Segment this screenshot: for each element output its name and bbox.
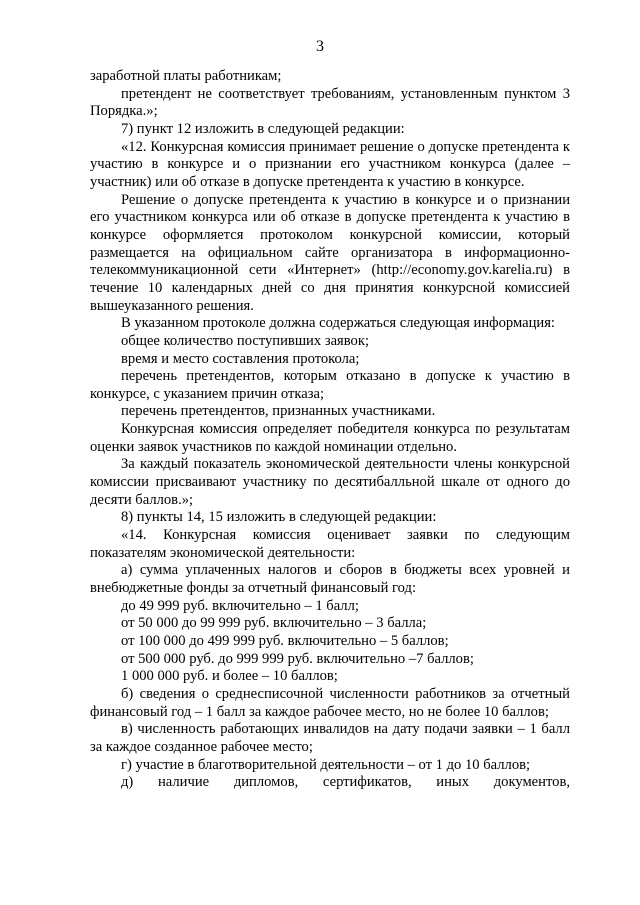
document-body [90,68,570,792]
paragraph: перечень претендентов, признанных участниками. [121,403,436,420]
paragraph: от 500 000 руб. до 999 999 руб. включительно –7 баллов; [121,650,474,667]
paragraph: Решение о допуске претендента к участию в конкурсе и о признании его участником конкурса или об отказе в допуске претендента к участию в конкурсе оформляется протоколом конкурсной комиссии, который размещается на официальном сайте организатора в информационно-телекоммуникационной сети «Интернет» (http://economy.gov.karelia.ru) в течение 10 календарных дней со дня принятия конкурсной комиссией вышеуказанного решения. [90,191,570,314]
paragraph: 7) пункт 12 изложить в следующей редакции: [121,120,405,137]
paragraph: «12. Конкурсная комиссия принимает решение о допуске претендента к участию в конкурсе и о признании его участником конкурса (далее – участник) или об отказе в допуске претендента к участию в конкурсе. [90,138,570,190]
paragraph: от 50 000 до 99 999 руб. включительно – 3 балла; [121,615,427,632]
paragraph: до 49 999 руб. включительно – 1 балл; [121,597,359,614]
paragraph: За каждый показатель экономической деятельности члены конкурсной комиссии присваивают участнику по десятибалльной шкале от одного до десяти баллов.»; [90,456,570,508]
paragraph: 1 000 000 руб. и более – 10 баллов; [121,668,338,685]
paragraph: время и место составления протокола; [121,350,360,367]
paragraph: заработной платы работникам; [90,68,282,84]
paragraph: Конкурсная комиссия определяет победителя конкурса по результатам оценки заявок участников по каждой номинации отдельно. [90,421,570,455]
paragraph: претендент не соответствует требованиям, установленным пунктом 3 Порядка.»; [90,85,570,120]
paragraph: перечень претендентов, которым отказано в допуске к участию в конкурсе, с указанием причин отказа; [90,368,570,402]
paragraph: г) участие в благотворительной деятельности – от 1 до 10 баллов; [121,756,531,773]
paragraph: В указанном протоколе должна содержаться следующая информация: [121,315,555,332]
paragraph: «14. Конкурсная комиссия оценивает заявки по следующим показателям экономической деятельности: [90,527,570,561]
page-number: 3 [316,38,324,55]
paragraph: 8) пункты 14, 15 изложить в следующей редакции: [121,509,437,526]
paragraph: б) сведения о среднесписочной численности работников за отчетный финансовый год – 1 балл за каждое рабочее место, но не более 10 баллов; [90,685,570,720]
paragraph: д) наличие дипломов, сертификатов, иных документов, [121,774,570,791]
paragraph: от 100 000 до 499 999 руб. включительно – 5 баллов; [121,633,449,649]
paragraph: общее количество поступивших заявок; [121,332,370,349]
paragraph: в) численность работающих инвалидов на дату подачи заявки – 1 балл за каждое созданное рабочее место; [90,721,570,755]
paragraph: а) сумма уплаченных налогов и сборов в бюджеты всех уровней и внебюджетные фонды за отчетный финансовый год: [90,562,570,597]
